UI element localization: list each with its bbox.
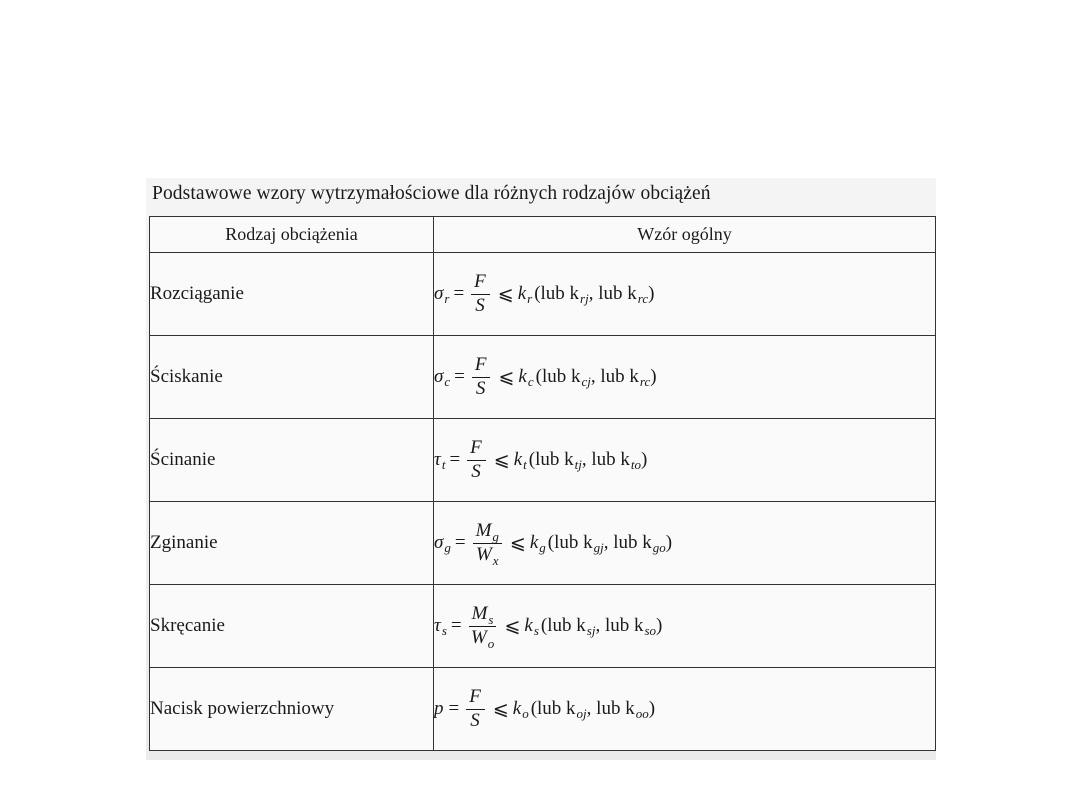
table-row bbox=[150, 253, 936, 336]
fraction-denominator bbox=[476, 544, 499, 566]
fraction-denominator bbox=[476, 378, 487, 400]
fraction-numerator bbox=[466, 687, 485, 710]
allowable-stress-subscript: c bbox=[527, 374, 534, 389]
stress-symbol: σ bbox=[434, 532, 444, 553]
less-or-equal-sign: ⩽ bbox=[497, 283, 514, 305]
stress-symbol: σ bbox=[434, 283, 444, 304]
table-row bbox=[150, 336, 936, 419]
closing-paren: ) bbox=[648, 698, 656, 719]
fraction-numerator bbox=[469, 604, 497, 627]
table-title: Podstawowe wzory wytrzymałościowe dla różnych rodzajów obciążeń bbox=[152, 183, 711, 204]
alt-allowable-2-subscript: oo bbox=[635, 706, 649, 721]
header-load-type: Rodzaj obciążenia bbox=[150, 217, 434, 253]
formula-cell bbox=[434, 336, 936, 419]
closing-paren: ) bbox=[665, 532, 673, 553]
alt-allowable-1-subscript: gj bbox=[593, 540, 604, 555]
equals-sign: = bbox=[448, 698, 460, 719]
table-row bbox=[150, 419, 936, 502]
closing-paren: ) bbox=[656, 615, 663, 636]
load-type-name: Ścinanie bbox=[150, 419, 434, 502]
stress-symbol: τ bbox=[434, 615, 441, 636]
fraction-denominator bbox=[470, 710, 481, 732]
alt-allowable-1-subscript: oj bbox=[576, 706, 587, 721]
alt-allowable-1-subscript: rj bbox=[580, 291, 589, 306]
denominator-symbol: W bbox=[470, 626, 487, 648]
equals-sign: = bbox=[454, 366, 465, 387]
fraction-denominator bbox=[471, 461, 482, 483]
stress-symbol: σ bbox=[434, 366, 444, 387]
denominator-subscript: o bbox=[487, 635, 495, 651]
fraction-numerator bbox=[472, 355, 491, 378]
allowable-stress-symbol: k bbox=[518, 366, 527, 387]
numerator-symbol: F bbox=[470, 436, 482, 458]
load-type-name: Nacisk powierzchniowy bbox=[150, 668, 434, 751]
numerator-symbol: M bbox=[475, 519, 492, 541]
stress-subscript: r bbox=[444, 291, 450, 306]
strength-formula bbox=[434, 272, 654, 317]
allowable-stress-symbol: k bbox=[513, 449, 523, 470]
denominator-subscript: x bbox=[492, 552, 499, 568]
less-or-equal-sign: ⩽ bbox=[498, 366, 515, 388]
fraction-denominator bbox=[471, 627, 494, 649]
alt-allowable-2-subscript: go bbox=[652, 540, 666, 555]
numerator-symbol: F bbox=[474, 270, 486, 292]
stress-symbol: p bbox=[434, 698, 444, 719]
allowable-stress-symbol: k bbox=[517, 283, 527, 304]
equals-sign: = bbox=[449, 449, 461, 470]
numerator-symbol: F bbox=[469, 685, 481, 707]
fraction-numerator bbox=[467, 438, 486, 461]
stress-subscript: s bbox=[441, 623, 447, 638]
closing-paren: ) bbox=[648, 283, 655, 304]
stress-symbol: τ bbox=[434, 449, 441, 470]
fraction bbox=[469, 604, 497, 649]
denominator-symbol: S bbox=[471, 460, 481, 482]
numerator-subscript: g bbox=[492, 528, 499, 544]
formula-cell bbox=[434, 668, 936, 751]
load-type-name: Zginanie bbox=[150, 502, 434, 585]
header-row bbox=[150, 217, 936, 253]
closing-paren: ) bbox=[641, 449, 648, 470]
header-formula: Wzór ogólny bbox=[434, 217, 936, 253]
load-type-name: Ściskanie bbox=[150, 336, 434, 419]
alt-allowable-2: , lub k bbox=[581, 449, 630, 470]
fraction bbox=[472, 355, 491, 400]
formula-cell bbox=[434, 419, 936, 502]
numerator-subscript: s bbox=[488, 611, 494, 627]
equals-sign: = bbox=[454, 532, 466, 553]
fraction bbox=[473, 521, 502, 566]
alt-allowable-2: , lub k bbox=[588, 283, 637, 304]
formula-cell bbox=[434, 585, 936, 668]
load-type-name: Rozciąganie bbox=[150, 253, 434, 336]
alt-allowable-2: , lub k bbox=[595, 615, 644, 636]
formula-cell bbox=[434, 253, 936, 336]
denominator-symbol: W bbox=[475, 543, 492, 565]
strength-formula bbox=[434, 355, 657, 400]
strength-formula bbox=[434, 687, 655, 732]
load-type-name: Skręcanie bbox=[150, 585, 434, 668]
less-or-equal-sign: ⩽ bbox=[504, 615, 521, 637]
numerator-symbol: M bbox=[471, 602, 488, 624]
closing-paren: ) bbox=[650, 366, 657, 387]
denominator-symbol: S bbox=[475, 294, 485, 316]
fraction bbox=[471, 272, 490, 317]
fraction-numerator bbox=[471, 272, 490, 295]
alt-allowable-2-subscript: rc bbox=[637, 291, 649, 306]
alt-allowable-2: , lub k bbox=[590, 366, 639, 387]
allowable-stress-symbol: k bbox=[529, 532, 539, 553]
allowable-stress-subscript: t bbox=[523, 457, 527, 472]
alt-allowable-1-subscript: cj bbox=[581, 374, 591, 389]
alt-allowable-1-subscript: tj bbox=[574, 457, 582, 472]
allowable-stress-symbol: k bbox=[524, 615, 533, 636]
strength-formula bbox=[434, 521, 672, 566]
strength-formula bbox=[434, 604, 662, 649]
fraction-numerator bbox=[473, 521, 502, 544]
less-or-equal-sign: ⩽ bbox=[492, 698, 509, 720]
denominator-symbol: S bbox=[475, 377, 486, 399]
fraction bbox=[467, 438, 486, 483]
alt-allowable-2: , lub k bbox=[603, 532, 652, 553]
alt-allowable-2: , lub k bbox=[586, 698, 635, 719]
fraction-denominator bbox=[475, 295, 486, 317]
load-formulas-table bbox=[149, 216, 936, 751]
fraction bbox=[466, 687, 485, 732]
allowable-stress-subscript: o bbox=[522, 706, 529, 721]
table-row bbox=[150, 502, 936, 585]
allowable-stress-subscript: g bbox=[539, 540, 546, 555]
stress-subscript: g bbox=[444, 540, 451, 555]
denominator-symbol: S bbox=[470, 709, 480, 731]
alt-allowable-1: (lub k bbox=[534, 283, 580, 304]
alt-allowable-2-subscript: to bbox=[630, 457, 641, 472]
allowable-stress-subscript: s bbox=[533, 623, 539, 638]
alt-allowable-2-subscript: rc bbox=[639, 374, 651, 389]
less-or-equal-sign: ⩽ bbox=[509, 532, 526, 554]
allowable-stress-symbol: k bbox=[512, 698, 522, 719]
alt-allowable-1-subscript: sj bbox=[586, 623, 596, 638]
allowable-stress-subscript: r bbox=[527, 291, 533, 306]
alt-allowable-1: (lub k bbox=[540, 615, 586, 636]
stress-subscript: t bbox=[441, 457, 446, 472]
less-or-equal-sign: ⩽ bbox=[493, 449, 510, 471]
table-row bbox=[150, 668, 936, 751]
stress-subscript: c bbox=[444, 374, 451, 389]
alt-allowable-1: (lub k bbox=[528, 449, 574, 470]
equals-sign: = bbox=[453, 283, 465, 304]
formula-cell bbox=[434, 502, 936, 585]
alt-allowable-1: (lub k bbox=[535, 366, 581, 387]
alt-allowable-2-subscript: so bbox=[644, 623, 657, 638]
alt-allowable-1: (lub k bbox=[547, 532, 593, 553]
strength-formula bbox=[434, 438, 647, 483]
equals-sign: = bbox=[450, 615, 462, 636]
numerator-symbol: F bbox=[474, 353, 487, 375]
table-row bbox=[150, 585, 936, 668]
alt-allowable-1: (lub k bbox=[530, 698, 576, 719]
